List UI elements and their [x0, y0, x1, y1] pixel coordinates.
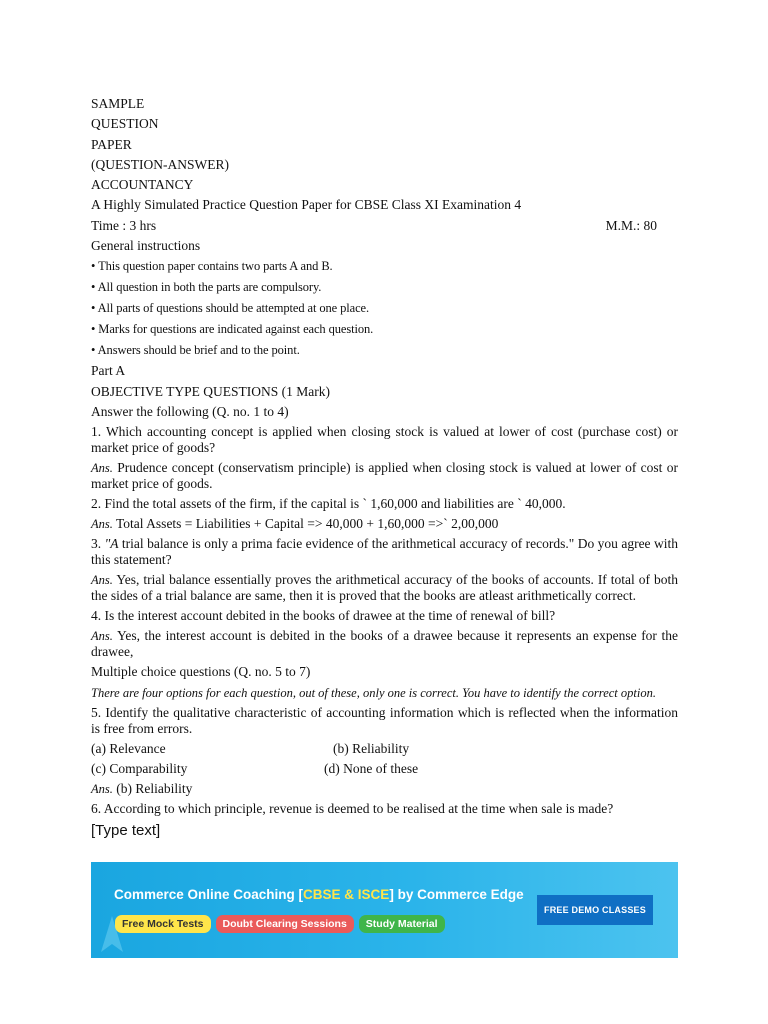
tag-study-material[interactable]: Study Material [359, 915, 445, 933]
subject-title: ACCOUNTANCY [91, 177, 194, 193]
answer-3 [91, 572, 678, 604]
free-demo-button[interactable]: FREE DEMO CLASSES [537, 895, 653, 925]
answer-label: Ans. [91, 461, 113, 476]
answer-text: Prudence concept (conservatism principle) is applied when closing stock is valued at lower of cost or market price of goods. [91, 460, 678, 492]
option-d: (d) None of these [324, 760, 419, 776]
tag-free-mock-tests[interactable]: Free Mock Tests [115, 915, 211, 933]
paper-description: A Highly Simulated Practice Question Paper for CBSE Class XI Examination 4 [91, 197, 522, 213]
part-heading: Part A [91, 363, 126, 379]
question-2: 2. Find the total assets of the firm, if the capital is ` 1,60,000 and liabilities are ` 40,000. [91, 496, 566, 512]
title-line-2: QUESTION [91, 116, 159, 132]
headline-text-end: ] by Commerce Edge [389, 887, 524, 902]
paper-content [91, 96, 678, 839]
tag-doubt-clearing[interactable]: Doubt Clearing Sessions [216, 915, 354, 933]
headline-highlight: CBSE & ISCE [303, 887, 390, 902]
question-text: trial balance is only a prima facie evidence of the arithmetical accuracy of records." Do you agree with this statement? [91, 536, 678, 568]
question-4: 4. Is the interest account debited in the books of drawee at the time of renewal of bill? [91, 608, 556, 624]
banner-headline [114, 887, 524, 902]
ad-banner[interactable] [91, 862, 678, 958]
option-c: (c) Comparability [91, 760, 188, 776]
banner-tags [115, 915, 445, 933]
mcq-instruction: There are four options for each question, out of these, only one is correct. You have to identify the correct option. [91, 685, 656, 700]
answer-2 [91, 516, 678, 532]
answer-text: (b) Reliability [112, 780, 193, 796]
answer-label: Ans. [91, 629, 113, 644]
instruction-item: • All question in both the parts are compulsory. [91, 280, 322, 295]
answer-text: Yes, trial balance essentially proves the arithmetical accuracy of the books of accounts. If total of both the sides of a trial balance are same, then it is proved that the books are atleast arithmetically correct. [91, 572, 678, 604]
question-5: 5. Identify the qualitative characteristic of accounting information which is reflected when the information is free from errors. [91, 704, 678, 736]
question-6: 6. According to which principle, revenue is deemed to be realised at the time when sale is made? [91, 800, 614, 816]
section-heading: OBJECTIVE TYPE QUESTIONS (1 Mark) [91, 383, 330, 399]
answer-label: Ans. [91, 517, 113, 532]
footer-placeholder: [Type text] [91, 821, 161, 839]
instruction-item: • Marks for questions are indicated against each question. [91, 322, 374, 337]
answer-1 [91, 460, 678, 492]
answer-5 [91, 781, 678, 797]
answer-label: Ans. [91, 573, 113, 588]
instruction-item: • All parts of questions should be attempted at one place. [91, 301, 370, 316]
question-1: 1. Which accounting concept is applied when closing stock is valued at lower of cost (purchase cost) or market price of goods? [91, 424, 678, 456]
title-line-1: SAMPLE [91, 96, 145, 111]
options-row-2 [91, 761, 678, 777]
title-line-4: (QUESTION-ANSWER) [91, 156, 229, 172]
answer-text: Yes, the interest account is debited in the books of a drawee because it represents an expense for the drawee, [91, 628, 678, 660]
answer-4 [91, 628, 678, 660]
question-quote-open: "A [104, 536, 119, 552]
instruction-item: • This question paper contains two parts A and B. [91, 259, 333, 274]
answer-label: Ans. [91, 781, 113, 796]
max-marks-label: M.M.: 80 [605, 217, 657, 233]
time-label: Time : 3 hrs [91, 217, 157, 233]
instructions-title: General instructions [91, 238, 201, 254]
option-a: (a) Relevance [91, 740, 166, 756]
option-b: (b) Reliability [333, 740, 410, 756]
time-marks-row [91, 218, 678, 234]
answer-text: Total Assets = Liabilities + Capital => 40,000 + 1,60,000 =>` 2,00,000 [112, 516, 499, 532]
section-subheading: Answer the following (Q. no. 1 to 4) [91, 403, 289, 419]
question-3 [91, 536, 678, 568]
question-number: 3. [91, 536, 105, 552]
instruction-item: • Answers should be brief and to the point. [91, 343, 300, 358]
options-row-1 [91, 741, 678, 757]
headline-text: Commerce Online Coaching [ [114, 887, 304, 902]
mcq-heading: Multiple choice questions (Q. no. 5 to 7) [91, 664, 311, 680]
title-line-3: PAPER [91, 136, 132, 152]
